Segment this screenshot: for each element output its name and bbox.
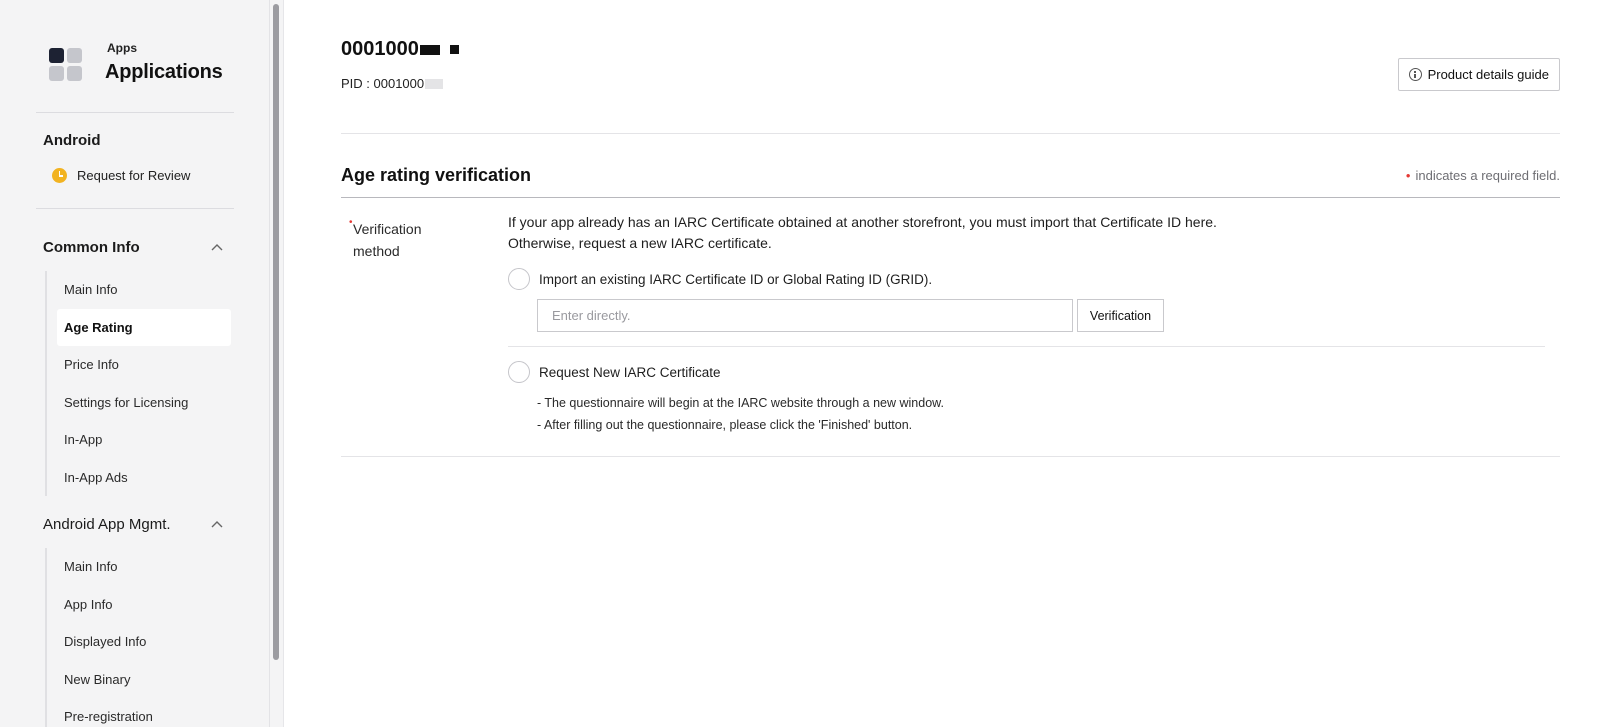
brand-title: Applications — [105, 61, 223, 83]
sidebar-scrollbar[interactable] — [270, 0, 284, 727]
section-divider — [341, 197, 1560, 198]
request-radio[interactable] — [508, 361, 530, 383]
common-info-toggle[interactable]: Common Info — [43, 239, 140, 256]
import-option-label: Import an existing IARC Certificate ID or Global Rating ID (GRID). — [539, 271, 933, 287]
note-item: - After filling out the questionnaire, please click the 'Finished' button. — [537, 414, 944, 436]
options-divider — [508, 346, 1545, 347]
android-mgmt-toggle[interactable]: Android App Mgmt. — [43, 516, 171, 533]
product-guide-label: Product details guide — [1427, 67, 1549, 82]
sidebar-divider — [36, 208, 234, 209]
certificate-id-input[interactable] — [537, 299, 1073, 332]
android-mgmt-nav — [45, 548, 235, 727]
product-guide-button[interactable] — [1398, 58, 1560, 91]
required-note — [1406, 168, 1560, 183]
android-section-label: Android — [43, 132, 101, 149]
verification-method-label — [349, 217, 463, 262]
redaction-mark — [425, 79, 443, 89]
scrollbar-thumb[interactable] — [273, 4, 279, 660]
description-line: If your app already has an IARC Certificate obtained at another storefront, you must import that Certificate ID here. — [508, 214, 1217, 230]
pid-line — [341, 76, 443, 91]
info-icon — [1409, 68, 1422, 81]
section-title: Age rating verification — [341, 165, 532, 185]
request-certificate-option[interactable] — [508, 361, 721, 383]
nav-mgmt-main-info[interactable]: Main Info — [64, 559, 118, 575]
chevron-up-icon[interactable] — [211, 519, 223, 531]
nav-settings-licensing[interactable]: Settings for Licensing — [64, 394, 189, 410]
pid-label: PID : 0001000 — [341, 76, 425, 91]
apps-grid-icon — [49, 48, 83, 82]
nav-price-info[interactable]: Price Info — [64, 357, 119, 373]
brand[interactable] — [49, 40, 223, 84]
common-info-nav — [45, 271, 235, 496]
nav-main-info[interactable]: Main Info — [64, 282, 118, 298]
nav-in-app[interactable]: In-App — [64, 432, 103, 448]
redaction-mark — [420, 45, 440, 55]
verification-method-text: Verification method — [353, 221, 422, 259]
form-bottom-divider — [341, 456, 1560, 457]
required-note-text: indicates a required field. — [1415, 168, 1560, 183]
sidebar-divider — [36, 112, 234, 113]
nav-pre-registration[interactable]: Pre-registration — [64, 709, 153, 725]
description-line: Otherwise, request a new IARC certificate. — [508, 235, 772, 251]
nav-app-info[interactable]: App Info — [64, 596, 113, 612]
main-content — [341, 0, 1560, 727]
product-id: 0001000 — [341, 38, 419, 60]
review-status — [52, 168, 190, 183]
request-notes — [537, 392, 944, 436]
import-certificate-option[interactable] — [508, 268, 932, 290]
nav-displayed-info[interactable]: Displayed Info — [64, 634, 147, 650]
clock-icon — [52, 168, 67, 183]
verification-button[interactable]: Verification — [1077, 299, 1164, 332]
nav-in-app-ads[interactable]: In-App Ads — [64, 469, 128, 485]
header-divider — [341, 133, 1560, 134]
request-option-label: Request New IARC Certificate — [539, 364, 721, 380]
redaction-mark — [450, 45, 459, 54]
chevron-up-icon[interactable] — [211, 242, 223, 254]
sidebar — [0, 0, 270, 727]
review-status-label: Request for Review — [77, 168, 191, 183]
verification-description — [508, 212, 1217, 254]
import-radio[interactable] — [508, 268, 530, 290]
required-marker: • — [349, 217, 353, 228]
required-marker: • — [1405, 168, 1411, 183]
product-title — [341, 38, 459, 61]
nav-age-rating[interactable]: Age Rating — [57, 309, 231, 347]
brand-subtitle: Apps — [107, 41, 137, 55]
note-item: - The questionnaire will begin at the IARC website through a new window. — [537, 392, 944, 414]
nav-new-binary[interactable]: New Binary — [64, 671, 131, 687]
